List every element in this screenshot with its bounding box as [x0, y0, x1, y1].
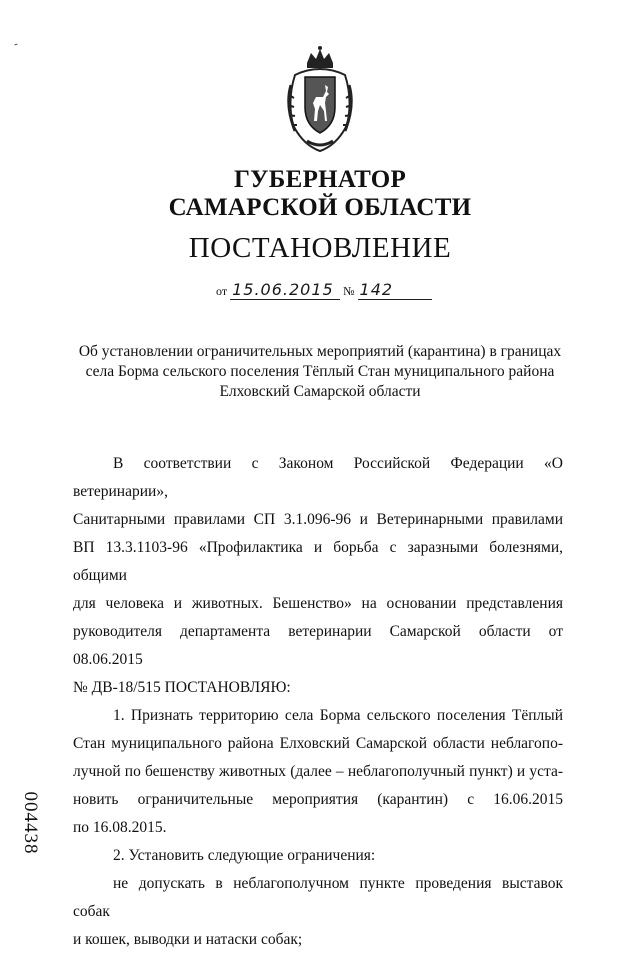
corner-mark: - [12, 37, 20, 51]
date-number-line [216, 280, 432, 300]
text-line: № ДВ-18/515 ПОСТАНОВЛЯЮ: [73, 679, 291, 696]
text-line: 1. Признать территорию села Борма сельского поселения Тёплый [113, 707, 563, 724]
document-body [73, 450, 563, 954]
text-line: и кошек, выводки и натаски собак; [73, 931, 303, 948]
issuer-title-line1: ГУБЕРНАТОР [233, 166, 407, 193]
paragraph-item-2 [73, 842, 563, 870]
subject-line: села Борма сельского поселения Тёплый Стан муниципального района [85, 363, 555, 380]
subject-line: Елховский Самарской области [219, 383, 421, 400]
text-line: 2. Установить следующие ограничения: [113, 847, 376, 864]
document-type-heading: ПОСТАНОВЛЕНИЕ [188, 232, 452, 264]
text-line: Стан муниципального района Елховский Самарской области неблагопо- [73, 735, 563, 752]
text-line: лучной по бешенству животных (далее – неблагополучный пункт) и уста- [73, 763, 563, 780]
document-date: 15.06.2015 [232, 280, 334, 299]
side-serial-number [18, 788, 42, 858]
text-line: по 16.08.2015. [73, 819, 167, 836]
number-label: № [343, 284, 355, 298]
text-line: новить ограничительные мероприятия (карантин) с 16.06.2015 [73, 791, 563, 808]
issuer-title-line2: САМАРСКОЙ ОБЛАСТИ [168, 194, 472, 221]
document-number: 142 [359, 280, 394, 299]
paragraph-item-1 [73, 702, 563, 842]
paragraph-restriction [73, 870, 563, 954]
text-line: для человека и животных. Бешенство» на основании представления [73, 595, 563, 612]
subject-line: Об установлении ограничительных мероприятий (карантина) в границах [78, 343, 562, 360]
text-line: ВП 13.3.1103-96 «Профилактика и борьба с заразными болезнями, общими [73, 539, 563, 584]
coat-of-arms-icon [285, 45, 355, 155]
text-line: руководителя департамента ветеринарии Самарской области от 08.06.2015 [73, 623, 563, 668]
text-line: не допускать в неблагополучном пункте проведения выставок собак [73, 875, 563, 920]
serial-number-text: 004438 [20, 791, 41, 855]
text-line: В соответствии с Законом Российской Федерации «О ветеринарии», [73, 455, 563, 500]
document-subject [60, 342, 580, 402]
paragraph-preamble [73, 450, 563, 702]
date-label: от [216, 284, 228, 298]
text-line: Санитарными правилами СП 3.1.096-96 и Ветеринарными правилами [73, 511, 563, 528]
